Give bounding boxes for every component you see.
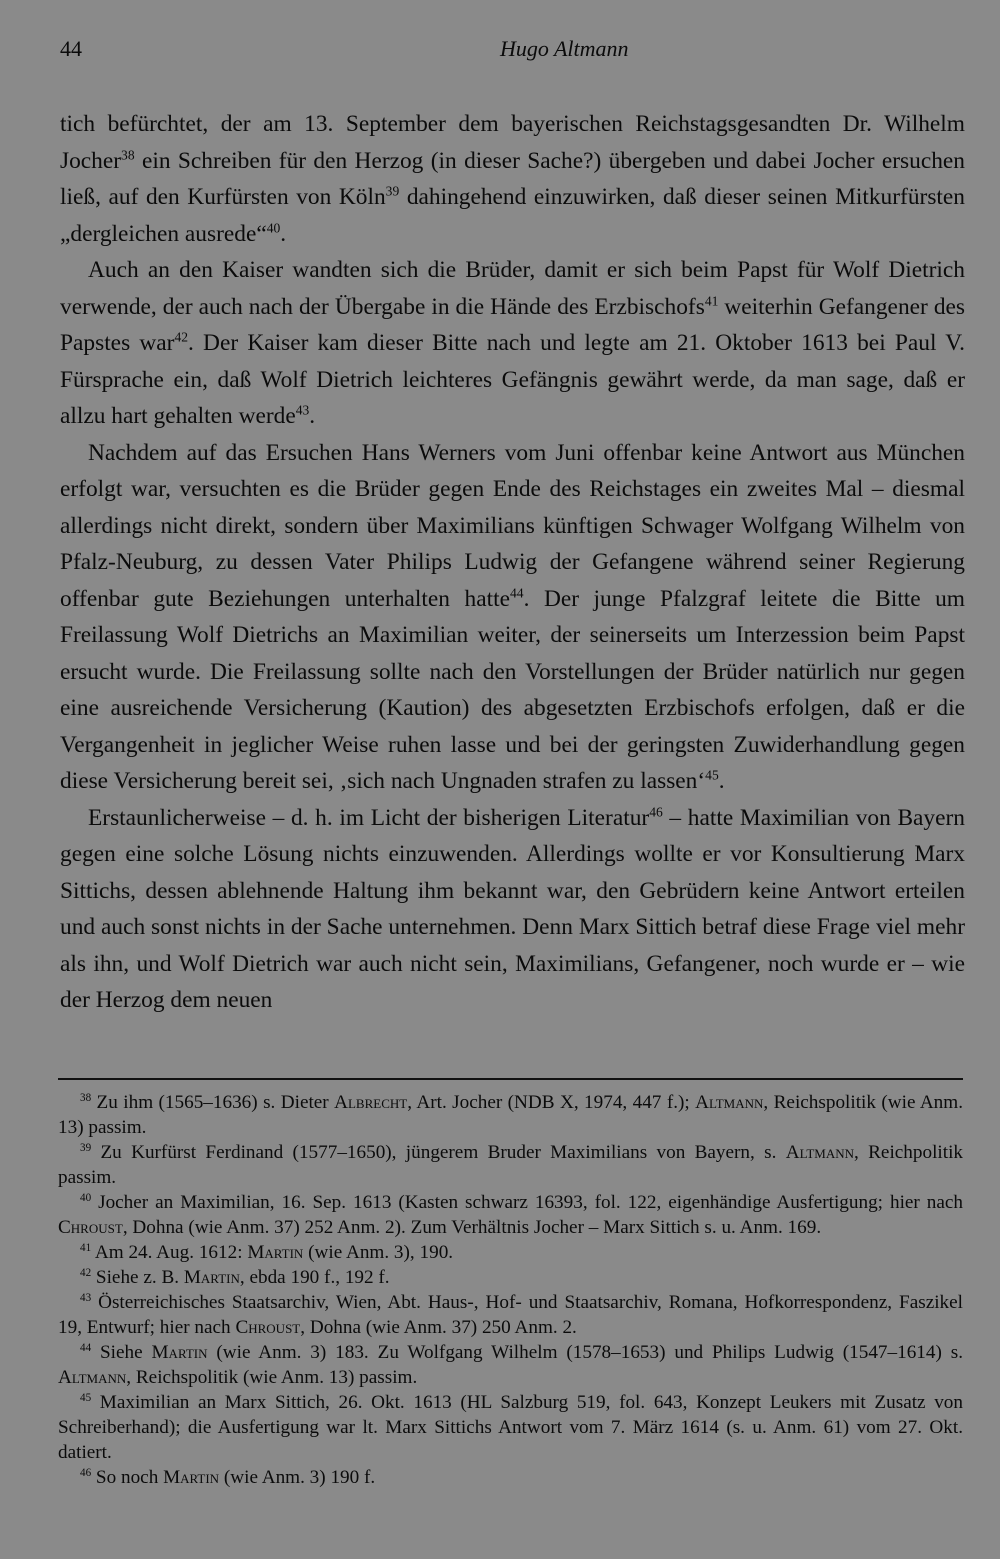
footnote-ref-39[interactable]: 39 (385, 183, 400, 199)
footnote-number: 39 (80, 1142, 92, 1155)
footnote-number: 44 (80, 1342, 92, 1355)
body-text (60, 106, 965, 1019)
footnote-ref-42[interactable]: 42 (174, 329, 188, 345)
paragraph-1: tich befürchtet, der am 13. September dem bayerischen Reichstagsgesandten Dr. Wilhelm Jocher$^{38}$ ein Schreiben für den Herzog (in dieser Sache?) übergeben und dabei Jocher ersuchen ließ, auf den Kurfürsten von Köln$^{39}$ dahingehend einzuwirken, daß dieser seinen Mitkurfürsten „dergleichen ausrede“$^{40}$. (60, 111, 965, 247)
page-number: 44 (60, 36, 82, 61)
footnote-43: $^{43}$ Österreichisches Staatsarchiv, Wien, Abt. Haus-, Hof- und Staatsarchiv, Romana, Hofkorrespondenz, Faszikel 19, Entwurf; hier nach Chroust, Dohna (wie Anm. 37) 250 Anm. 2. (58, 1292, 963, 1338)
footnote-ref-45[interactable]: 45 (705, 767, 719, 783)
footnote-number: 41 (80, 1242, 92, 1255)
footnote-ref-43[interactable]: 43 (295, 402, 310, 418)
footnote-44: $^{44}$ Siehe Martin (wie Anm. 3) 183. Zu Wolfgang Wilhelm (1578–1653) und Philips Ludwig (1547–1614) s. Altmann, Reichspolitik (wie Anm. 13) passim. (58, 1342, 963, 1388)
footnote-39: $^{39}$ Zu Kurfürst Ferdinand (1577–1650), jüngerem Bruder Maximilians von Bayern, s. Altmann, Reichpolitik passim. (58, 1142, 963, 1188)
footnote-number: 45 (80, 1392, 92, 1405)
footnote-41: $^{41}$ Am 24. Aug. 1612: Martin (wie Anm. 3), 190. (80, 1242, 454, 1263)
running-head: Hugo Altmann (500, 36, 629, 61)
footnote-ref-38[interactable]: 38 (121, 147, 135, 163)
footnote-40: $^{40}$ Jocher an Maximilian, 16. Sep. 1613 (Kasten schwarz 16393, fol. 122, eigenhändige Ausfertigung; hier nach Chroust, Dohna (wie Anm. 37) 252 Anm. 2). Zum Verhältnis Jocher – Marx Sittich s. u. Anm. 169. (58, 1192, 964, 1238)
paragraph-2: Auch an den Kaiser wandten sich die Brüder, damit er sich beim Papst für Wolf Dietrich verwende, der auch nach der Übergabe in die Hände des Erzbischofs$^{41}$ weiterhin Gefangener des Papstes war$^{42}$. Der Kaiser kam dieser Bitte nach und legte am 21. Oktober 1613 bei Paul V. Fürsprache ein, daß Wolf Dietrich leichteres Gefängnis gewährt werde, da man sage, daß er allzu hart gehalten werde$^{43}$. (60, 257, 966, 429)
footnote-46: $^{46}$ So noch Martin (wie Anm. 3) 190 f. (80, 1467, 376, 1488)
footnote-42: $^{42}$ Siehe z. B. Martin, ebda 190 f., 192 f. (80, 1267, 390, 1288)
footnote-number: 43 (80, 1292, 92, 1305)
paragraph-4: Erstaunlicherweise – d. h. im Licht der bisherigen Literatur$^{46}$ – hatte Maximilian von Bayern gegen eine solche Lösung nichts einzuwenden. Allerdings wollte er vor Konsultierung Marx Sittichs, dessen ablehnende Haltung ihm bekannt war, den Gebrüdern keine Antwort erteilen und auch sonst nichts in der Sache unternehmen. Denn Marx Sittich betraf diese Frage viel mehr als ihn, und Wolf Dietrich war auch nicht sein, Maximilians, Gefangener, noch wurde er – wie der Herzog dem neuen (60, 804, 965, 1013)
footnote-38: $^{38}$ Zu ihm (1565–1636) s. Dieter Albrecht, Art. Jocher (NDB X, 1974, 447 f.); Altmann, Reichspolitik (wie Anm. 13) passim. (58, 1092, 963, 1138)
footnote-ref-46[interactable]: 46 (649, 804, 663, 820)
footnote-ref-40[interactable]: 40 (266, 220, 281, 236)
footnotes (58, 1090, 963, 1490)
footnote-ref-44[interactable]: 44 (510, 585, 524, 601)
footnote-number: 38 (80, 1092, 92, 1105)
footnote-number: 42 (80, 1267, 92, 1280)
footnote-rule (58, 1078, 963, 1080)
footnote-ref-41[interactable]: 41 (704, 293, 719, 309)
paragraph-3: Nachdem auf das Ersuchen Hans Werners vom Juni offenbar keine Antwort aus München erfolgt war, versuchten es die Brüder gegen Ende des Reichstages ein zweites Mal – diesmal allerdings nicht direkt, sondern über Maximilians künftigen Schwager Wolfgang Wilhelm von Pfalz-Neuburg, zu dessen Vater Philips Ludwig der Gefangene während seiner Regierung offenbar gute Beziehungen unterhalten hatte$^{44}$. Der junge Pfalzgraf leitete die Bitte um Freilassung Wolf Dietrichs an Maximilian weiter, der seinerseits um Interzession beim Papst ersucht wurde. Die Freilassung sollte nach den Vorstellungen der Brüder natürlich nur gegen eine ausreichende Versicherung (Kaution) des abgesetzten Erzbischofs erfolgen, daß er die Vergangenheit in jeglicher Weise ruhen lasse und bei der geringsten Zuwiderhandlung gegen diese Versicherung bereit sei, ‚sich nach Ungnaden strafen zu lassen‘$^{45}$. (60, 439, 965, 794)
footnote-number: 46 (80, 1467, 92, 1480)
footnote-45: $^{45}$ Maximilian an Marx Sittich, 26. Okt. 1613 (HL Salzburg 519, fol. 643, Konzept Leukers mit Zusatz von Schreiberhand); die Ausfertigung war lt. Marx Sittichs Antwort vom 7. März 1614 (s. u. Anm. 61) vom 27. Okt. datiert. (58, 1392, 963, 1463)
footnote-number: 40 (80, 1192, 92, 1205)
